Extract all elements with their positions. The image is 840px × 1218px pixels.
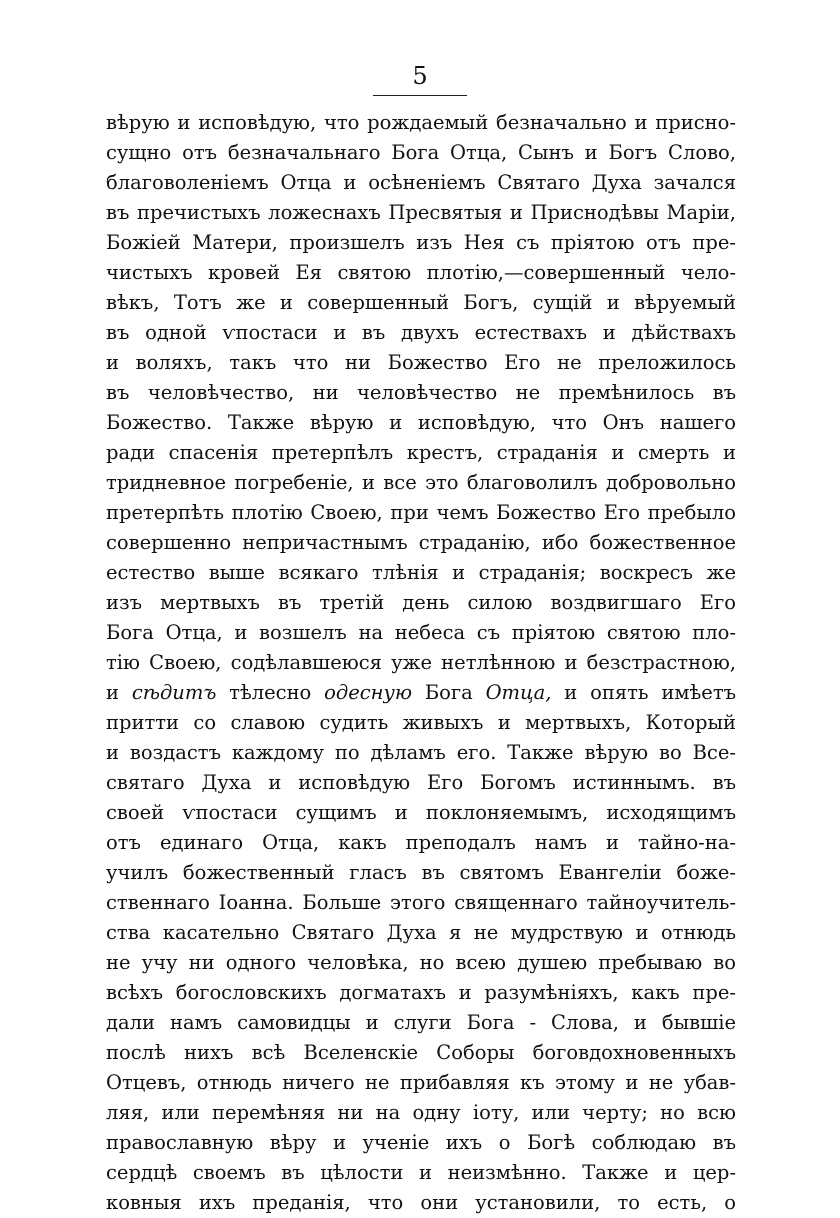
italic-text: сѣдитъ <box>131 681 217 704</box>
italic-text: Отца, <box>485 681 552 704</box>
text-line: въ человѣчество, ни человѣчество не премѣнилось въ <box>106 381 736 404</box>
text-segment: и <box>106 681 132 704</box>
text-line: и воляхъ, такъ что ни Божество Его не преложилось <box>106 351 736 374</box>
text-line: ради спасенія претерпѣлъ крестъ, страданія и смерть и <box>106 441 736 464</box>
text-line: благоволеніемъ Отца и осѣненіемъ Святаго Духа зачался <box>106 171 736 194</box>
italic-text: одесную <box>324 681 413 704</box>
text-line: вѣкъ, Тотъ же и совершенный Богъ, сущій и вѣруемый <box>106 291 736 314</box>
text-line: ственнаго Іоанна. Больше этого священнаго тайноучитель- <box>106 891 736 914</box>
text-line: не учу ни одного человѣка, но всею душею пребываю во <box>106 951 736 974</box>
text-line: дали намъ самовидцы и слуги Бога - Слова, и бывшіе <box>106 1011 736 1034</box>
text-line: ляя, или перемѣняя ни на одну іоту, или черту; но всю <box>106 1101 736 1124</box>
text-line: святаго Духа и исповѣдую Его Богомъ истиннымъ. въ <box>106 771 736 794</box>
text-line: изъ мертвыхъ въ третій день силою воздвигшаго Его <box>106 591 736 614</box>
text-line: училъ божественный гласъ въ святомъ Евангеліи боже- <box>106 861 736 884</box>
text-line: ства касательно Святаго Духа я не мудрствую и отнюдь <box>106 921 736 944</box>
text-segment: и опять имѣетъ <box>551 681 736 704</box>
text-line: тридневное погребеніе, и все это благоволилъ добровольно <box>106 471 736 494</box>
text-line: православную вѣру и ученіе ихъ о Богѣ соблюдаю въ <box>106 1131 736 1154</box>
text-segment: тѣлесно <box>216 681 325 704</box>
text-line: Божество. Также вѣрую и исповѣдую, что Онъ нашего <box>106 411 736 434</box>
text-line: притти со славою судить живыхъ и мертвыхъ, Который <box>106 711 736 734</box>
text-line: Отцевъ, отнюдь ничего не прибавляя къ этому и не убав- <box>106 1071 736 1094</box>
text-line: своей ѵпостаси сущимъ и поклоняемымъ, исходящимъ <box>106 801 736 824</box>
text-line: ковныя ихъ преданія, что они установили, то есть, о <box>106 1191 736 1214</box>
page-number: 5 <box>412 62 428 90</box>
text-line-mixed <box>106 678 736 708</box>
header-rule <box>373 95 467 96</box>
text-line: въ пречистыхъ ложеснахъ Пресвятыя и Приснодѣвы Маріи, <box>106 201 736 224</box>
text-line: въ одной ѵпостаси и въ двухъ естествахъ и дѣйствахъ <box>106 321 736 344</box>
text-line: претерпѣть плотію Своею, при чемъ Божество Его пребыло <box>106 501 736 524</box>
text-line: и воздастъ каждому по дѣламъ его. Также вѣрую во Все- <box>106 741 736 764</box>
text-line: послѣ нихъ всѣ Вселенскіе Соборы боговдохновенныхъ <box>106 1041 736 1064</box>
text-line: Бога Отца, и возшелъ на небеса съ пріятою святою пло- <box>106 621 736 644</box>
text-line: тію Своею, содѣлавшеюся уже нетлѣнною и безстрастною, <box>106 651 736 674</box>
text-line: вѣрую и исповѣдую, что рождаемый безначально и присно- <box>106 111 736 134</box>
text-line: отъ единаго Отца, какъ преподалъ намъ и тайно-на- <box>106 831 736 854</box>
text-line: всѣхъ богословскихъ догматахъ и разумѣніяхъ, какъ пре- <box>106 981 736 1004</box>
text-line: сердцѣ своемъ въ цѣлости и неизмѣнно. Также и цер- <box>106 1161 736 1184</box>
body-text <box>106 108 736 1218</box>
text-line: сущно отъ безначальнаго Бога Отца, Сынъ и Богъ Слово, <box>106 141 736 164</box>
text-line: естество выше всякаго тлѣнія и страданія; воскресъ же <box>106 561 736 584</box>
text-line: чистыхъ кровей Ея святою плотію,—совершенный чело- <box>106 261 736 284</box>
text-segment: Бога <box>412 681 486 704</box>
text-line: Божіей Матери, произшелъ изъ Нея съ пріятою отъ пре- <box>106 231 736 254</box>
text-line: совершенно непричастнымъ страданію, ибо божественное <box>106 531 736 554</box>
